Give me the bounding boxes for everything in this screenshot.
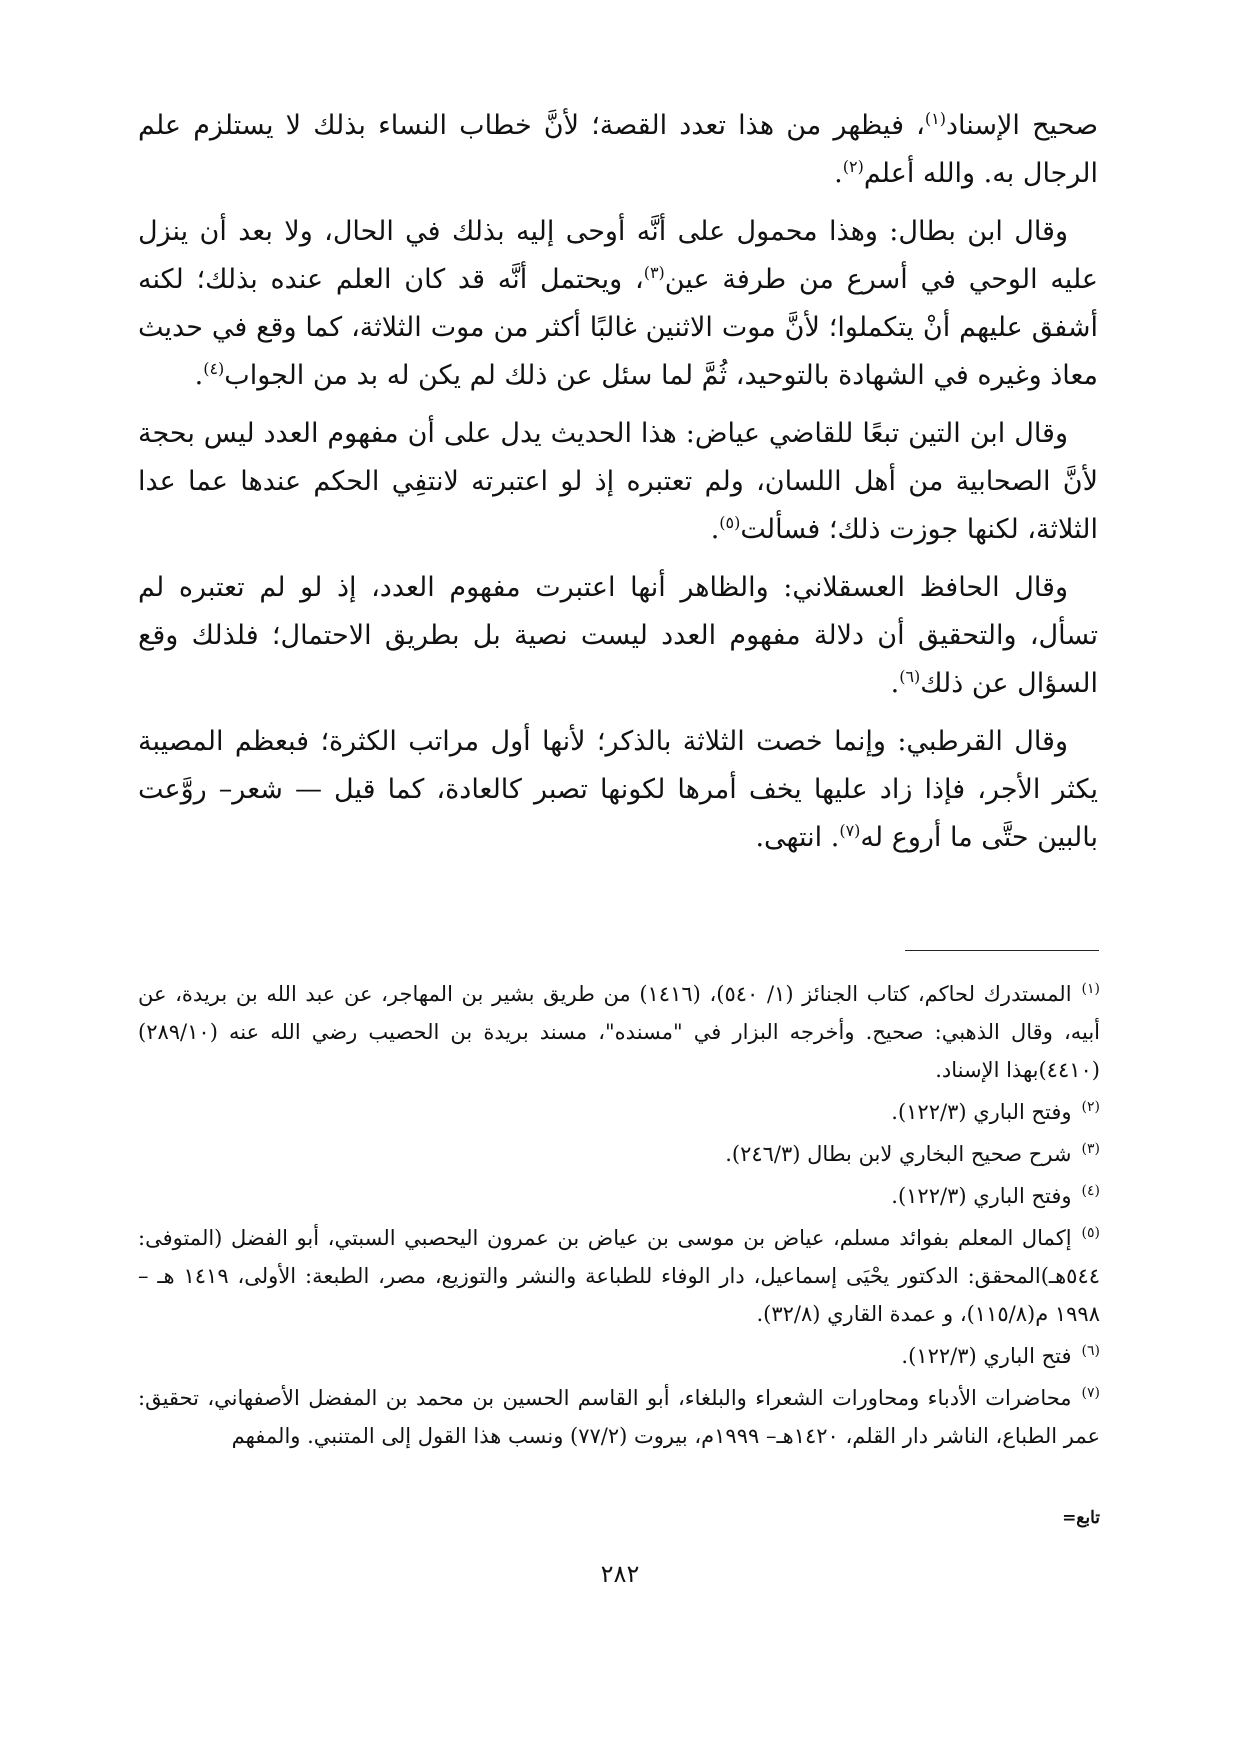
footnote-text: إكمال المعلم بفوائد مسلم، عياض بن موسى بن عياض بن عمرون اليحصبي السبتي، أبو الفضل (المتوفى: ٥٤٤هـ)المحقق: الدكتور يحْيَى إسماعيل، دار الوفاء للطباعة والنشر والتوزيع، مصر، الطبعة: الأولى، ١٤١٩ هـ – ١٩٩٨ م(١١٥/٨)، و عمدة القاري (٣٢/٨). [138, 1226, 1101, 1326]
footnote-number: (٣) [1081, 1141, 1100, 1157]
footnote-number: (٧) [1081, 1385, 1100, 1401]
text-run: وقال ابن بطال: وهذا محمول على أنَّه أوحى إليه بذلك في الحال، ولا بعد أن ينزل عليه الوحي في أسرع من طرفة عين [138, 216, 1098, 295]
paragraph-4 [138, 564, 1098, 708]
text-run: وقال ابن التين تبعًا للقاضي عياض: هذا الحديث يدل على أن مفهوم العدد ليس بحجة لأنَّ الصحابية من أهل اللسان، ولم تعتبره إذ لو اعتبرته لانتفِي الحكم عندها عما عدا الثلاثة، لكنها جوزت ذلك؛ فسألت [138, 418, 1098, 545]
footnote-text: المستدرك لحاكم، كتاب الجنائز (١/ ٥٤٠)، (١٤١٦) من طريق بشير بن المهاجر، عن عبد الله بن بريدة، عن أبيه، وقال الذهبي: صحيح. وأخرجه البزار في "مسنده"، مسند بريدة بن الحصيب رضي الله عنه (٢٨٩/١٠) (٤٤١٠)بهذا الإسناد. [138, 982, 1100, 1082]
footnote-ref[interactable]: (٦) [899, 667, 921, 686]
footnote-4 [138, 1177, 1100, 1215]
footnote-ref[interactable]: (١) [924, 109, 946, 128]
footnote-text: محاضرات الأدباء ومحاورات الشعراء والبلغاء، أبو القاسم الحسين بن محمد بن المفضل الأصفهاني، تحقيق: عمر الطباع، الناشر دار القلم، ١٤٢٠هـ– ١٩٩٩م، بيروت (٧٧/٢) ونسب هذا القول إلى المتنبي. والمفهم [138, 1386, 1100, 1448]
page-number: ٢٨٢ [600, 1560, 640, 1588]
footnote-1 [138, 975, 1100, 1089]
text-run: وقال الحافظ العسقلاني: والظاهر أنها اعتبرت مفهوم العدد، إذ لو لم تعتبره لم تسأل، والتحقيق أن دلالة مفهوم العدد ليست نصية بل بطريق الاحتمال؛ فلذلك وقع السؤال عن ذلك [138, 572, 1098, 699]
footnote-ref[interactable]: (٣) [643, 263, 665, 282]
text-run: . انتهى. [755, 822, 840, 853]
text-run: . [834, 158, 843, 189]
footnote-separator [905, 950, 1099, 951]
footnote-2 [138, 1093, 1100, 1131]
text-run: . [194, 360, 204, 391]
footnote-6 [138, 1337, 1100, 1375]
text-run: صحيح الإسناد [945, 110, 1098, 141]
paragraph-5 [138, 718, 1098, 862]
footnote-ref[interactable]: (٥) [719, 513, 741, 532]
footnote-number: (٦) [1081, 1343, 1100, 1359]
text-run: . [710, 514, 720, 545]
footnote-number: (١) [1081, 981, 1101, 997]
text-run: وقال القرطبي: وإنما خصت الثلاثة بالذكر؛ لأنها أول مراتب الكثرة؛ فبعظم المصيبة يكثر الأجر، فإذا زاد عليها يخف أمرها لكونها تصبر كالعادة، كما قيل — شعر– روَّعت بالبين حتَّى ما أروع له [138, 726, 1098, 853]
continued-marker: تابع= [1062, 1508, 1100, 1528]
footnote-3 [138, 1135, 1100, 1173]
footnotes [138, 975, 1100, 1459]
footnote-text: شرح صحيح البخاري لابن بطال (٢٤٦/٣). [725, 1142, 1072, 1166]
footnote-ref[interactable]: (٧) [839, 821, 861, 840]
paragraph-3 [138, 410, 1098, 554]
footnote-number: (٥) [1081, 1225, 1100, 1241]
text-run: ، فيظهر من هذا تعدد القصة؛ لأنَّ خطاب النساء بذلك لا يستلزم علم الرجال به. والله أعلم [138, 110, 1098, 189]
footnote-ref[interactable]: (٤) [203, 359, 225, 378]
paragraph-1 [138, 102, 1098, 198]
main-text [138, 102, 1098, 872]
footnote-text: وفتح الباري (١٢٢/٣). [891, 1184, 1072, 1208]
paragraph-2 [138, 208, 1098, 400]
footnote-5 [138, 1219, 1100, 1333]
footnote-7 [138, 1379, 1100, 1455]
footnote-ref[interactable]: (٢) [842, 157, 864, 176]
footnote-text: فتح الباري (١٢٢/٣). [901, 1344, 1072, 1368]
footnote-text: وفتح الباري (١٢٢/٣). [891, 1100, 1072, 1124]
footnote-number: (٢) [1081, 1099, 1100, 1115]
footnote-number: (٤) [1081, 1183, 1100, 1199]
text-run: . [890, 668, 900, 699]
text-run: ، ويحتمل أنَّه قد كان العلم عنده بذلك؛ لكنه أشفق عليهم أنْ يتكملوا؛ لأنَّ موت الاثنين غالبًا أكثر من موت الثلاثة، كما وقع في حديث معاذ وغيره في الشهادة بالتوحيد، ثُمَّ لما سئل عن ذلك لم يكن له بد من الجواب [138, 264, 1098, 391]
